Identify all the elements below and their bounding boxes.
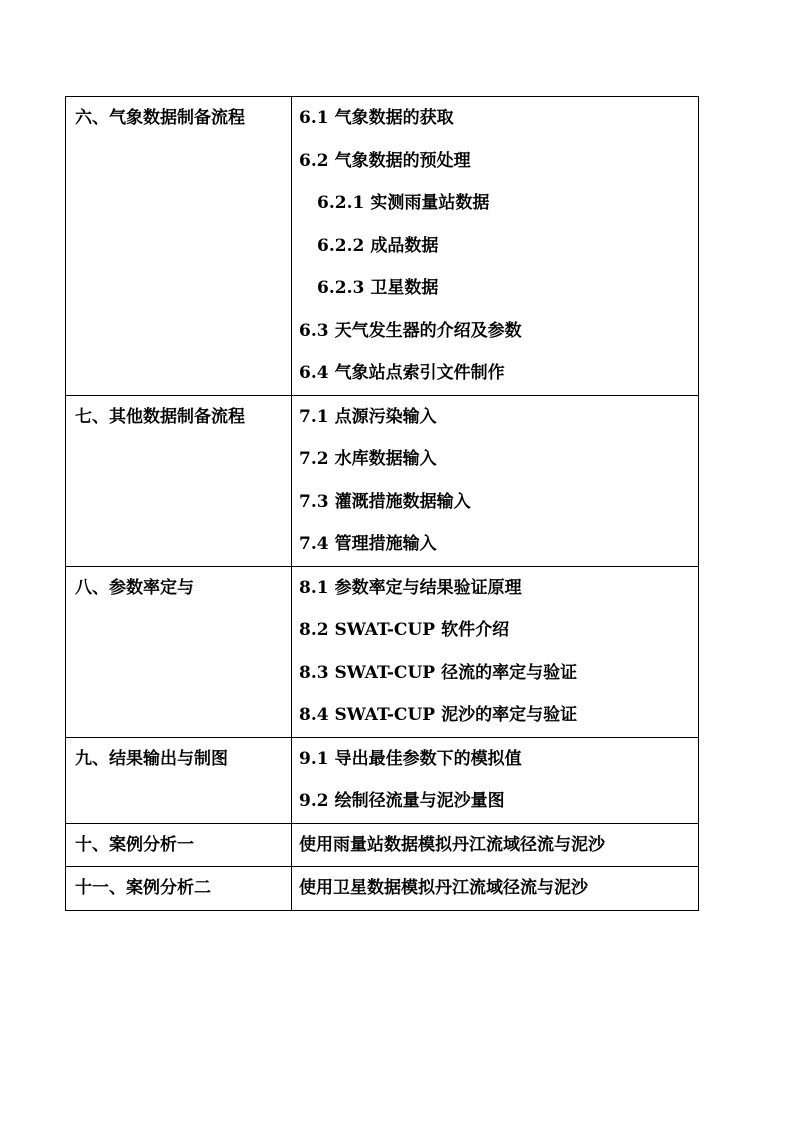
section-item xyxy=(299,694,698,737)
section-number: 8.4 SWAT-CUP xyxy=(299,705,436,725)
section-title: 径流的率定与验证 xyxy=(441,662,578,683)
course-outline-table xyxy=(65,96,699,911)
section-number: 6.2.3 xyxy=(317,278,365,298)
section-title: 气象数据的获取 xyxy=(334,108,454,128)
outline-row xyxy=(66,867,699,911)
sections-cell xyxy=(292,823,699,867)
section-title: 导出最佳参数下的模拟值 xyxy=(334,748,522,769)
section-title: 成品数据 xyxy=(370,235,439,256)
sections-cell xyxy=(292,566,699,737)
chapter-cell xyxy=(66,395,292,566)
section-item xyxy=(299,140,698,183)
section-number: 7.4 xyxy=(299,534,329,554)
section-item xyxy=(299,824,698,867)
chapter-title: 九、结果输出与制图 xyxy=(75,748,228,769)
section-title: 气象站点索引文件制作 xyxy=(334,363,505,383)
sections-cell xyxy=(292,737,699,823)
section-number: 6.1 xyxy=(299,108,329,128)
section-title: 实测雨量站数据 xyxy=(370,193,490,213)
sections-cell xyxy=(292,97,699,396)
subsection-item xyxy=(299,267,698,310)
section-number: 6.2.2 xyxy=(317,235,365,256)
chapter-title: 八、参数率定与 xyxy=(75,577,194,598)
section-item xyxy=(299,310,698,353)
section-title: 水库数据输入 xyxy=(334,449,437,469)
section-number: 7.2 xyxy=(299,449,329,469)
outline-row xyxy=(66,737,699,823)
section-item xyxy=(299,780,698,823)
section-number: 6.4 xyxy=(299,363,329,383)
section-item xyxy=(299,481,698,524)
section-title: 使用雨量站数据模拟丹江流域径流与泥沙 xyxy=(299,834,605,855)
section-number: 8.1 xyxy=(299,577,329,598)
outline-row xyxy=(66,97,699,396)
sections-cell xyxy=(292,867,699,911)
section-title: 灌溉措施数据输入 xyxy=(334,491,471,512)
section-number: 6.2.1 xyxy=(317,193,365,213)
section-title: 卫星数据 xyxy=(370,278,439,298)
section-item xyxy=(299,97,698,140)
section-item xyxy=(299,438,698,481)
chapter-title: 十一、案例分析二 xyxy=(75,878,211,898)
section-title: 参数率定与结果验证原理 xyxy=(334,577,522,598)
section-item xyxy=(299,352,698,395)
section-number: 6.3 xyxy=(299,320,329,341)
subsection-item xyxy=(299,225,698,268)
section-number: 9.1 xyxy=(299,748,329,769)
chapter-cell xyxy=(66,566,292,737)
section-item xyxy=(299,867,698,910)
section-number: 7.1 xyxy=(299,406,329,427)
outline-row xyxy=(66,823,699,867)
section-title: 绘制径流量与泥沙量图 xyxy=(334,791,505,811)
outline-row xyxy=(66,395,699,566)
sections-cell xyxy=(292,395,699,566)
section-title: 使用卫星数据模拟丹江流域径流与泥沙 xyxy=(299,878,588,898)
section-number: 8.2 SWAT-CUP xyxy=(299,620,436,640)
section-title: 泥沙的率定与验证 xyxy=(441,705,578,725)
section-number: 6.2 xyxy=(299,150,329,171)
subsection-item xyxy=(299,182,698,225)
section-item xyxy=(299,738,698,781)
section-title: 软件介绍 xyxy=(441,620,510,640)
chapter-cell xyxy=(66,97,292,396)
section-number: 7.3 xyxy=(299,491,329,512)
chapter-cell xyxy=(66,737,292,823)
chapter-cell xyxy=(66,867,292,911)
outline-row xyxy=(66,566,699,737)
chapter-title: 七、其他数据制备流程 xyxy=(75,406,245,427)
section-title: 天气发生器的介绍及参数 xyxy=(334,320,522,341)
section-title: 管理措施输入 xyxy=(334,534,437,554)
section-item xyxy=(299,396,698,439)
section-number: 9.2 xyxy=(299,791,329,811)
outline-table-body xyxy=(66,97,699,911)
section-number: 8.3 SWAT-CUP xyxy=(299,662,436,683)
chapter-title: 六、气象数据制备流程 xyxy=(75,108,245,128)
chapter-cell xyxy=(66,823,292,867)
section-title: 气象数据的预处理 xyxy=(334,150,471,171)
section-item xyxy=(299,523,698,566)
chapter-title: 十、案例分析一 xyxy=(75,834,194,855)
section-item xyxy=(299,609,698,652)
section-title: 点源污染输入 xyxy=(334,406,437,427)
section-item xyxy=(299,652,698,695)
section-item xyxy=(299,567,698,610)
